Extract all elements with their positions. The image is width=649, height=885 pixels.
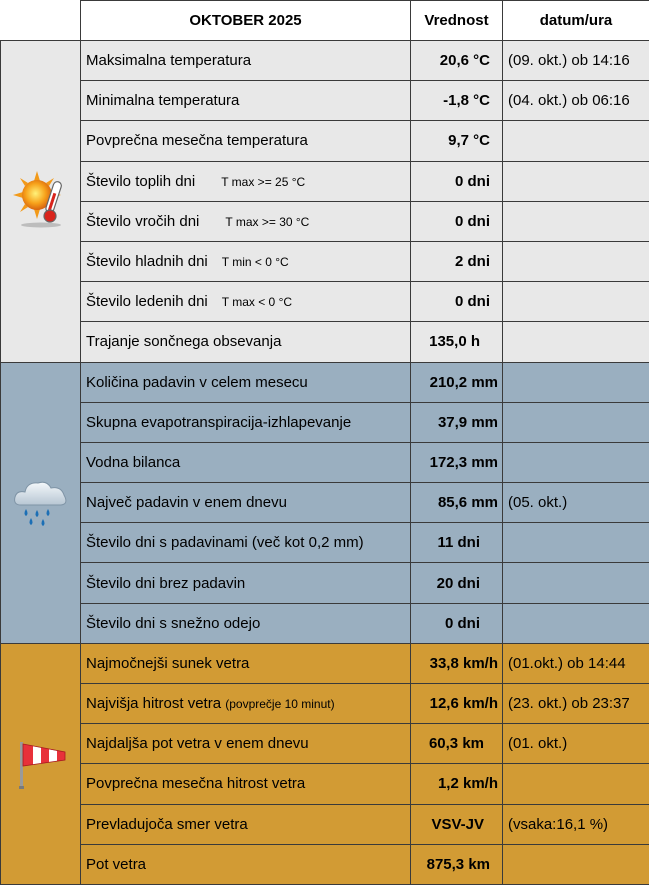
- table-row: [1, 402, 649, 442]
- table-row: [1, 523, 649, 563]
- row-date: [503, 442, 649, 482]
- row-value: VSV-JV: [411, 804, 503, 844]
- row-date: [503, 201, 649, 241]
- row-date: (23. okt.) ob 23:37: [503, 684, 649, 724]
- row-condition: T min < 0 °C: [221, 255, 289, 270]
- row-date: [503, 362, 649, 402]
- table-row: [1, 483, 649, 523]
- table-row: [1, 764, 649, 804]
- row-date: [503, 764, 649, 804]
- table-row: [1, 844, 649, 884]
- header-blank-cell: [1, 1, 81, 41]
- table-row: [1, 241, 649, 281]
- row-date: [503, 844, 649, 884]
- table-row: [1, 282, 649, 322]
- table-row: [1, 643, 649, 683]
- row-condition: T max < 0 °C: [221, 295, 293, 310]
- row-value: 33,8 km/h: [411, 643, 503, 683]
- row-date: (09. okt.) ob 14:16: [503, 41, 649, 81]
- rain-cloud-icon: [11, 471, 71, 531]
- row-value: 12,6 km/h: [411, 684, 503, 724]
- row-condition: (povprečje 10 minut): [225, 697, 335, 712]
- month-title: OKTOBER 2025: [81, 1, 411, 41]
- row-label: Število hladnih dni T min < 0 °C: [81, 241, 411, 281]
- row-label: Trajanje sončnega obsevanja: [81, 322, 411, 362]
- row-value: 172,3 mm: [411, 442, 503, 482]
- table-header-row: [1, 1, 649, 41]
- row-date: (vsaka:16,1 %): [503, 804, 649, 844]
- row-value: 85,6 mm: [411, 483, 503, 523]
- row-value: 0 dni: [411, 201, 503, 241]
- row-date: [503, 282, 649, 322]
- row-date: (01.okt.) ob 14:44: [503, 643, 649, 683]
- row-date: (04. okt.) ob 06:16: [503, 81, 649, 121]
- row-date: [503, 241, 649, 281]
- row-value: 0 dni: [411, 161, 503, 201]
- row-condition: T max >= 25 °C: [221, 174, 306, 189]
- row-label: Število ledenih dni T max < 0 °C: [81, 282, 411, 322]
- row-date: (01. okt.): [503, 724, 649, 764]
- row-label: Skupna evapotranspiracija-izhlapevanje: [81, 402, 411, 442]
- row-label: Največ padavin v enem dnevu: [81, 483, 411, 523]
- row-value: 210,2 mm: [411, 362, 503, 402]
- row-label: Maksimalna temperatura: [81, 41, 411, 81]
- row-value: 2 dni: [411, 241, 503, 281]
- row-label: Najvišja hitrost vetra (povprečje 10 minut): [81, 684, 411, 724]
- sun-thermometer-icon: [11, 169, 71, 229]
- row-value: 0 dni: [411, 282, 503, 322]
- row-date: [503, 322, 649, 362]
- row-label: Najdaljša pot vetra v enem dnevu: [81, 724, 411, 764]
- value-column-header: Vrednost: [411, 1, 503, 41]
- date-column-header: datum/ura: [503, 1, 649, 41]
- table-row: [1, 442, 649, 482]
- row-value: 20 dni: [411, 563, 503, 603]
- row-label: Najmočnejši sunek vetra: [81, 643, 411, 683]
- table-row: [1, 81, 649, 121]
- row-value: 20,6 °C: [411, 41, 503, 81]
- row-label: Vodna bilanca: [81, 442, 411, 482]
- temperature-icon-cell: [1, 41, 81, 363]
- table-row: [1, 362, 649, 402]
- row-label: Povprečna mesečna hitrost vetra: [81, 764, 411, 804]
- row-condition: T max >= 30 °C: [225, 214, 310, 229]
- row-value: 37,9 mm: [411, 402, 503, 442]
- table-row: [1, 201, 649, 241]
- table-row: [1, 684, 649, 724]
- row-date: [503, 603, 649, 643]
- row-value: 60,3 km: [411, 724, 503, 764]
- table-row: [1, 603, 649, 643]
- table-row: [1, 724, 649, 764]
- table-row: [1, 322, 649, 362]
- row-label: Število vročih dni T max >= 30 °C: [81, 201, 411, 241]
- row-date: [503, 523, 649, 563]
- row-date: [503, 402, 649, 442]
- precipitation-icon-cell: [1, 362, 81, 643]
- row-label: Minimalna temperatura: [81, 81, 411, 121]
- table-row: [1, 41, 649, 81]
- table-row: [1, 563, 649, 603]
- row-value: 875,3 km: [411, 844, 503, 884]
- row-value: 9,7 °C: [411, 121, 503, 161]
- row-value: 11 dni: [411, 523, 503, 563]
- row-value: 0 dni: [411, 603, 503, 643]
- row-value: 1,2 km/h: [411, 764, 503, 804]
- row-date: (05. okt.): [503, 483, 649, 523]
- row-label: Število dni s snežno odejo: [81, 603, 411, 643]
- wind-icon-cell: [1, 643, 81, 884]
- row-label: Pot vetra: [81, 844, 411, 884]
- row-date: [503, 121, 649, 161]
- table-row: [1, 121, 649, 161]
- row-label: Količina padavin v celem mesecu: [81, 362, 411, 402]
- row-value: 135,0 h: [411, 322, 503, 362]
- table-row: [1, 161, 649, 201]
- windsock-icon: [11, 732, 71, 792]
- row-date: [503, 161, 649, 201]
- row-label: Povprečna mesečna temperatura: [81, 121, 411, 161]
- row-value: -1,8 °C: [411, 81, 503, 121]
- row-label: Število dni brez padavin: [81, 563, 411, 603]
- row-date: [503, 563, 649, 603]
- row-label: Število toplih dni T max >= 25 °C: [81, 161, 411, 201]
- row-label: Število dni s padavinami (več kot 0,2 mm): [81, 523, 411, 563]
- table-row: [1, 804, 649, 844]
- row-label: Prevladujoča smer vetra: [81, 804, 411, 844]
